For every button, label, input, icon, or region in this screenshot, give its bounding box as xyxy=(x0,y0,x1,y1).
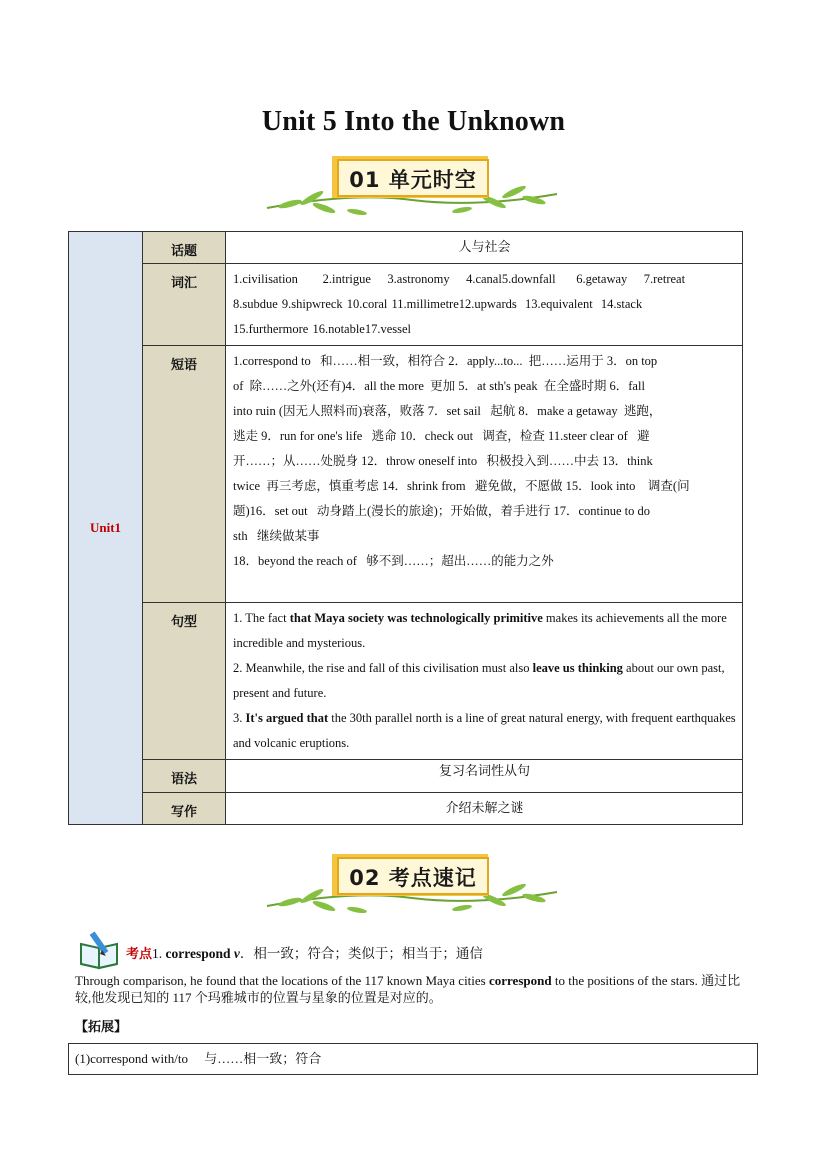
sentences-cell xyxy=(226,603,743,760)
keypoint-pos: v xyxy=(230,946,240,961)
keypoint-line xyxy=(78,928,768,968)
keypoint-meaning: ．相一致；符合；类似于；相当于；通信 xyxy=(239,946,483,961)
unit-cell: Unit1 xyxy=(69,232,143,825)
vocab-line: 15.furthermore 16.notable17.vessel xyxy=(233,322,412,336)
phrase-line: 逃走 9．run for one's life 逃命 10．check out 调查，检查 11.steer clear of 避 xyxy=(233,429,650,443)
phrase-line: sth 继续做某事 xyxy=(233,529,320,543)
section-banner-1 xyxy=(262,152,562,222)
sentence-3 xyxy=(233,706,736,756)
example-sentence xyxy=(75,972,755,1006)
unit-overview-table xyxy=(68,231,743,825)
vocab-line: 8.subdue 9.shipwreck 10.coral 11.millimetre12.upwards 13.equivalent 14.stack xyxy=(233,297,643,311)
sentence-1 xyxy=(233,606,736,656)
vocab-line: 1.civilisation 2.intrigue 3.astronomy 4.canal5.downfall 6.getaway 7.retreat xyxy=(233,272,686,286)
keypoint-tag: 考点 xyxy=(126,947,153,962)
topic-value: 人与社会 xyxy=(226,232,743,264)
expand-box xyxy=(68,1043,758,1075)
example-text: Through comparison, he found that the locations of the 117 known Maya cities xyxy=(75,973,489,988)
row-label-phrases: 短语 xyxy=(143,346,226,603)
example-keyword: correspond xyxy=(488,973,552,988)
phrases-cell xyxy=(226,346,743,603)
writing-value: 介绍未解之谜 xyxy=(226,793,743,825)
banner-1-label: 01 单元时空 xyxy=(349,168,477,192)
phrase-line: into ruin (因无人照料而)衰落，败落 7．set sail 起航 8．make a getaway 逃跑， xyxy=(233,404,662,418)
row-label-writing: 写作 xyxy=(143,793,226,825)
row-label-vocab: 词汇 xyxy=(143,264,226,346)
sentence-text: the 30th parallel north is a line of great natural energy, with frequent earthquakes and volcanic eruptions. xyxy=(233,711,736,750)
book-pencil-icon xyxy=(78,928,122,970)
example-text: to the positions of the stars. 通过比较,他发现已知的 117 个玛雅城市的位置与星象的位置是对应的。 xyxy=(75,973,741,1005)
sentence-text: 3. xyxy=(233,711,246,725)
phrase-line: 开……；从……处脱身 12．throw oneself into 积极投入到……中去 13．think xyxy=(233,454,653,468)
expand-item: (1)correspond with/to 与……相一致；符合 xyxy=(75,1051,322,1066)
keypoint-text xyxy=(126,942,483,962)
expand-heading: 【拓展】 xyxy=(75,1020,128,1035)
keypoint-number: 1. xyxy=(152,946,166,961)
row-label-topic: 话题 xyxy=(143,232,226,264)
phrase-line: 1.correspond to 和……相一致，相符合 2．apply...to... 把……运用于 3．on top xyxy=(233,354,658,368)
sentence-bold: leave us thinking xyxy=(532,661,623,675)
row-label-sentences: 句型 xyxy=(143,603,226,760)
sentence-bold: that Maya society was technologically primitive xyxy=(289,611,543,625)
sentence-text: makes its achievements all the more incredible and mysterious. xyxy=(233,611,727,650)
keypoint-word: correspond xyxy=(165,946,231,961)
page-title: Unit 5 Into the Unknown xyxy=(261,106,566,137)
sentence-text: about our own past, present and future. xyxy=(233,661,725,700)
phrase-line: twice 再三考虑，慎重考虑 14．shrink from 避免做，不愿做 15．look into 调查(问 xyxy=(233,479,690,493)
vocab-cell xyxy=(226,264,743,346)
section-banner-2 xyxy=(262,850,562,920)
sentence-2 xyxy=(233,656,736,706)
sentence-text: 2. Meanwhile, the rise and fall of this civilisation must also xyxy=(233,661,533,675)
sentence-bold: It's argued that xyxy=(245,711,329,725)
grammar-value: 复习名词性从句 xyxy=(226,760,743,793)
phrase-line: 18．beyond the reach of 够不到……；超出……的能力之外 xyxy=(233,554,554,568)
sentence-text: 1. The fact xyxy=(233,611,290,625)
phrase-line: 题)16．set out 动身踏上(漫长的旅途)；开始做，着手进行 17．continue to do xyxy=(233,504,650,518)
phrase-line: of 除……之外(还有)4．all the more 更加 5．at sth's peak 在全盛时期 6．fall xyxy=(233,379,645,393)
banner-2-label: 02 考点速记 xyxy=(349,866,477,890)
row-label-grammar: 语法 xyxy=(143,760,226,793)
